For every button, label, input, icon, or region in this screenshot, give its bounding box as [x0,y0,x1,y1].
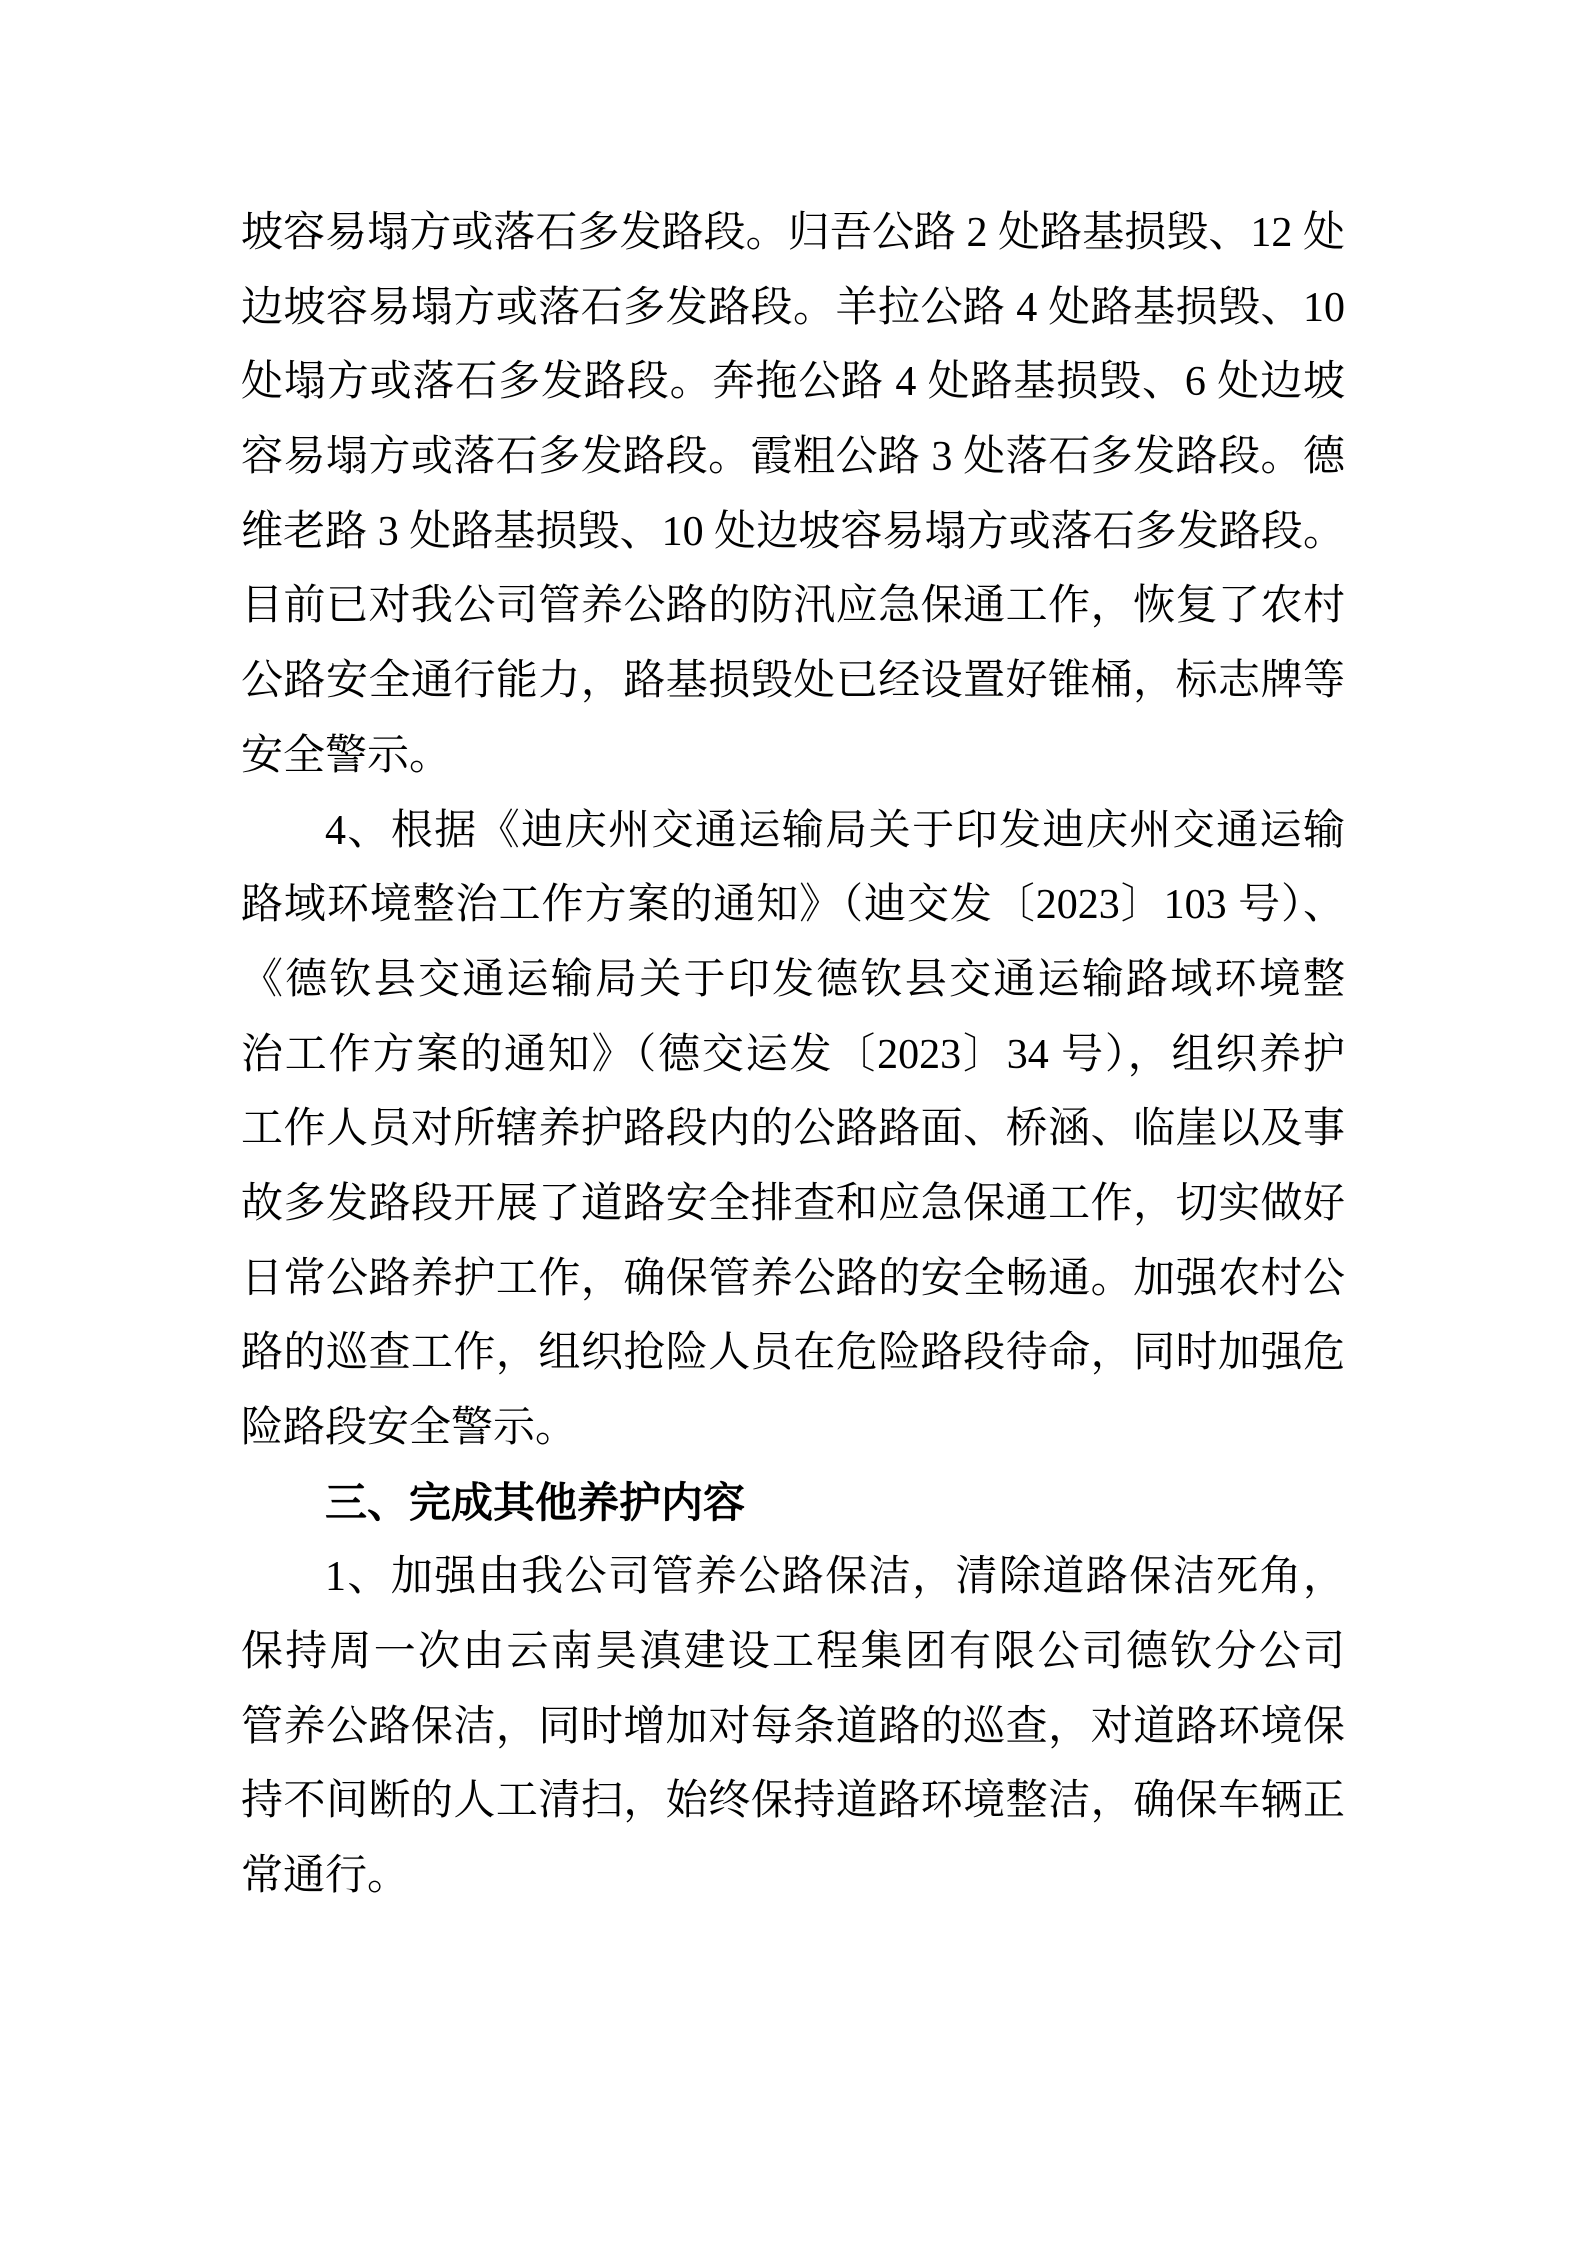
text-line: 坡容易塌方或落石多发路段。归吾公路 2 处路基损毁、12 处 [241,210,1345,256]
text-line: 维老路 3 处路基损毁、10 处边坡容易塌方或落石多发路段。 [241,508,1345,555]
text-line: 治工作方案的通知》（德交运发〔2023〕34 号），组织养护 [241,1031,1345,1078]
text-line: 安全警示。 [241,732,452,779]
text-line: 日常公路养护工作，确保管养公路的安全畅通。加强农村公 [241,1255,1345,1302]
text-line: 险路段安全警示。 [241,1405,578,1451]
paragraph-road-damage [241,196,1345,794]
text-line: 故多发路段开展了道路安全排查和应急保通工作，切实做好 [241,1180,1345,1227]
text-line: 《德钦县交通运输局关于印发德钦县交通运输路域环境整 [241,956,1345,1003]
text-line: 工作人员对所辖养护路段内的公路路面、桥涵、临崖以及事 [241,1106,1345,1153]
text-line: 路域环境整治工作方案的通知》（迪交发〔2023〕103 号）、 [241,882,1345,929]
text-line: 4、根据《迪庆州交通运输局关于印发迪庆州交通运输 [325,807,1345,854]
text-line: 1、加强由我公司管养公路保洁，清除道路保洁死角， [325,1554,1345,1601]
text-line: 保持周一次由云南昊滇建设工程集团有限公司德钦分公司 [241,1629,1345,1676]
text-line: 边坡容易塌方或落石多发路段。羊拉公路 4 处路基损毁、10 [241,284,1345,331]
text-line: 目前已对我公司管养公路的防汛应急保通工作，恢复了农村 [241,583,1345,630]
text-line: 持不间断的人工清扫，始终保持道路环境整洁，确保车辆正 [241,1778,1345,1825]
paragraph-item-1-cleaning [241,1540,1345,1913]
text-line: 容易塌方或落石多发路段。霞粗公路 3 处落石多发路段。德 [241,434,1345,481]
text-line: 路的巡查工作，组织抢险人员在危险路段待命，同时加强危 [241,1330,1345,1377]
text-line: 常通行。 [241,1853,410,1900]
section-heading-3 [241,1466,1345,1541]
section-heading-text: 三、完成其他养护内容 [325,1478,746,1526]
paragraph-item-4 [241,794,1345,1466]
text-line: 公路安全通行能力，路基损毁处已经设置好锥桶，标志牌等 [241,658,1345,705]
text-line: 处塌方或落石多发路段。奔拖公路 4 处路基损毁、6 处边坡 [241,359,1345,406]
text-line: 管养公路保洁，同时增加对每条道路的巡查，对道路环境保 [241,1703,1345,1750]
document-body [241,196,1345,1914]
